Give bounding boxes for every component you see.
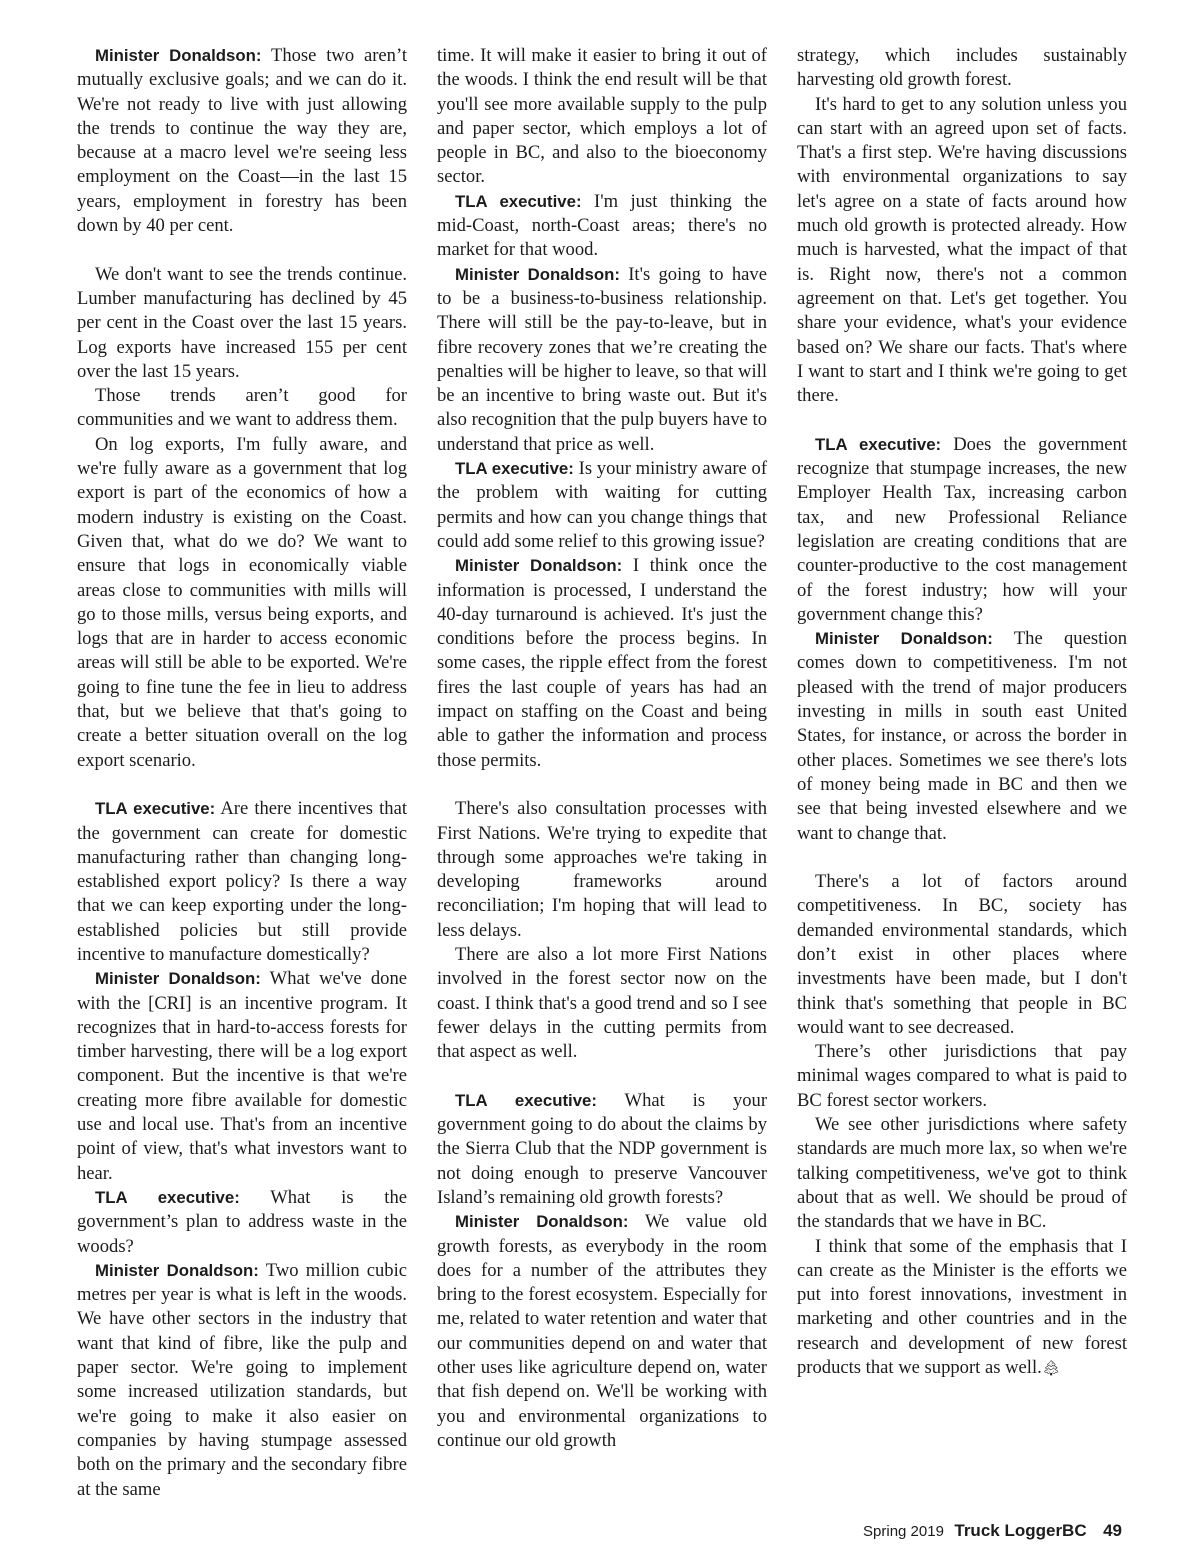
paragraph: We see other jurisdictions where safety standards are much more lax, so when we're talking competitiveness, we've got to think about that as well. We should be proud of the standards that we have in BC. bbox=[797, 1114, 1127, 1233]
paragraph: TLA executive: Does the government recognize that stumpage increases, the new Employer Health Tax, increasing carbon tax, and new Professional Reliance legislation are creating conditions that are counter-productive to the cost management of the forest industry; how will your government change this? bbox=[797, 433, 1127, 625]
speaker-label: TLA executive: bbox=[455, 191, 582, 211]
speaker-label: Minister Donaldson: bbox=[455, 1212, 629, 1232]
paragraph: There's a lot of factors around competitiveness. In BC, society has demanded environmental standards, which don’t exist in other places where investments have been made, but I don't think that's something that people in BC would want to see decreased. bbox=[797, 871, 1127, 1038]
paragraph: Minister Donaldson: The question comes down to competitiveness. I'm not pleased with the trend of major producers investing in mills in south east United States, for instance, or across the border in other places. Sometimes we see there's lots of money being made in BC and then we see that being invested elsewhere and we want to change that. bbox=[797, 628, 1127, 844]
paragraph: There are also a lot more First Nations involved in the forest sector now on the coast. I think that's a good trend and so I see fewer delays in the cutting permits from that aspect as well. bbox=[437, 943, 767, 1063]
article-column-2 bbox=[437, 44, 767, 1453]
speaker-label: Minister Donaldson: bbox=[95, 1260, 259, 1280]
paragraph: TLA executive: Are there incentives that the government can create for domestic manufacturing rather than changing long-established export policy? Is there a way that we can keep exporting under the long-established policies but still provide incentive to manufacture domestically? bbox=[77, 798, 408, 965]
speaker-label: Minister Donaldson: bbox=[455, 264, 620, 284]
speaker-label: Minister Donaldson: bbox=[95, 46, 262, 65]
speaker-label: TLA executive: bbox=[815, 434, 942, 454]
speaker-label: TLA executive: bbox=[455, 459, 574, 479]
speaker-label: TLA executive: bbox=[95, 1187, 240, 1207]
issue-date: Spring 2019 bbox=[863, 1523, 944, 1540]
paragraph: TLA executive: Is your ministry aware of the problem with waiting for cutting permits and how can you change things that could add some relief to this growing issue? bbox=[437, 458, 768, 552]
paragraph: We don't want to see the trends continue. Lumber manufacturing has declined by 45 per cent in the Coast over the last 15 years. Log exports have increased 155 per cent over the last 15 years. bbox=[77, 263, 407, 382]
article-column-1 bbox=[77, 44, 407, 1502]
paragraph: On log exports, I'm fully aware, and we're fully aware as a government that log export is part of the economics of how a modern industry is existing on the Coast. Given that, what do we do? We want to ensure that logs in economically viable areas close to communities with mills will go to those mills, versus being exports, and logs that are in harder to access economic areas will still be able to be exported. We're going to fine tune the fee in lieu to address that, but we believe that that's going to create a better situation overall on the log export scenario. bbox=[77, 433, 407, 771]
article-column-3 bbox=[797, 44, 1127, 1381]
paragraph: Minister Donaldson: We value old growth forests, as everybody in the room does for a number of the attributes they bring to the forest ecosystem. Especially for me, related to water retention and water that our communities depend on and water that other uses like agriculture depend on, water that fish depend on. We'll be working with you and environmental organizations to continue our old growth bbox=[437, 1211, 767, 1451]
speaker-label: Minister Donaldson: bbox=[455, 556, 623, 576]
tree-icon: 🌲︎ bbox=[1041, 1361, 1061, 1378]
page-footer bbox=[863, 1521, 1122, 1541]
page-number: 49 bbox=[1103, 1521, 1122, 1540]
paragraph: Minister Donaldson: What we've done with the [CRI] is an incentive program. It recognizes that in hard-to-access forests for timber harvesting, there will be a log export component. But the incentive is that we're creating more fibre available for domestic use and local use. That's from an incentive point of view, that's what investors want to hear. bbox=[77, 968, 408, 1184]
paragraph: TLA executive: What is the government’s plan to address waste in the woods? bbox=[77, 1186, 407, 1257]
paragraph: TLA executive: What is your government going to do about the claims by the Sierra Club that the NDP government is not doing enough to preserve Vancouver Island’s remaining old growth forests? bbox=[437, 1089, 768, 1208]
speaker-label: Minister Donaldson: bbox=[815, 629, 993, 649]
paragraph: TLA executive: I'm just thinking the mid-Coast, north-Coast areas; there's no market for that wood. bbox=[437, 190, 767, 261]
paragraph: There’s other jurisdictions that pay minimal wages compared to what is paid to BC forest sector workers. bbox=[797, 1041, 1127, 1111]
magazine-title: Truck LoggerBC bbox=[954, 1521, 1087, 1540]
paragraph: time. It will make it easier to bring it out of the woods. I think the end result will be that you'll see more available supply to the pulp and paper sector, which employs a lot of people in BC, and also to the bioeconomy sector. bbox=[437, 45, 767, 188]
speaker-label: Minister Donaldson: bbox=[95, 969, 261, 989]
paragraph: There's also consultation processes with First Nations. We're trying to expedite that through some approaches we're taking in developing frameworks around reconciliation; I'm hoping that will lead to less delays. bbox=[437, 798, 767, 941]
paragraph: It's hard to get to any solution unless you can start with an agreed upon set of facts. That's a first step. We're having discussions with environmental organizations to say let's agree on a state of facts around how much old growth is protected already. How much is harvested, what the impact of that is. Right now, there's not a common agreement on that. Let's get together. You share your evidence, what's your evidence based on? We share our facts. That's where I want to start and I think we're going to get there. bbox=[797, 93, 1127, 407]
paragraph: Minister Donaldson: I think once the information is processed, I understand the 40-day turnaround is achieved. It's just the conditions before the process begins. In some cases, the ripple effect from the forest fires the last couple of years has had an impact on staffing on the Coast and being able to gather the information and process those permits. bbox=[437, 555, 767, 771]
paragraph: Minister Donaldson: It's going to have to be a business-to-business relationship. There will still be the pay-to-leave, but in fibre recovery zones that we’re creating the penalties will be higher to leave, so that will be an incentive to bring waste out. But it's also recognition that the pulp buyers have to understand that price as well. bbox=[437, 263, 767, 455]
paragraph: Minister Donaldson: Those two aren’t mutually exclusive goals; and we can do it. We're not ready to live with just allowing the trends to continue the way they are, because at a macro level we're seeing less employment on the Coast—in the last 15 years, employment in forestry has been down by 40 per cent. bbox=[77, 45, 407, 237]
speaker-label: TLA executive: bbox=[455, 1090, 597, 1110]
paragraph: Minister Donaldson: Two million cubic metres per year is what is left in the woods. We have other sectors in the industry that want that kind of fibre, like the pulp and paper sector. We're going to implement some increased utilization standards, but we're going to make it also easier on companies by having stumpage assessed both on the primary and the secondary fibre at the same bbox=[77, 1259, 407, 1500]
paragraph: Those trends aren’t good for communities and we want to address them. bbox=[77, 385, 407, 431]
speaker-label: TLA executive: bbox=[95, 799, 216, 819]
paragraph: I think that some of the emphasis that I can create as the Minister is the efforts we put into forest innovations, investment in marketing and other countries and in the research and development of new forest products that we support as well.🌲︎ bbox=[797, 1235, 1127, 1379]
paragraph: strategy, which includes sustainably harvesting old growth forest. bbox=[797, 45, 1127, 91]
